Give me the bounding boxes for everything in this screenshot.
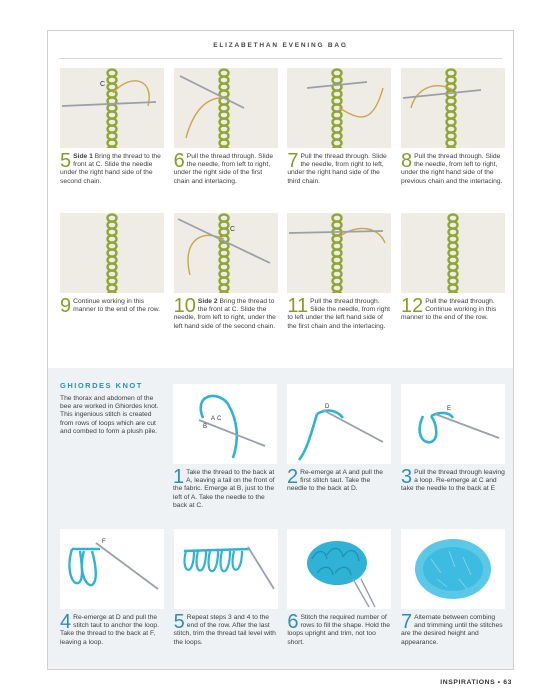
step-photo <box>287 213 391 293</box>
svg-text:C: C <box>100 81 106 88</box>
step-number: 12 <box>400 295 424 317</box>
step-caption <box>287 466 391 494</box>
step-number: 10 <box>173 295 196 317</box>
step-card <box>287 68 391 186</box>
step-number: 9 <box>60 295 72 317</box>
step-card <box>174 68 278 186</box>
chain-stitch-illustration <box>174 213 278 293</box>
step-photo <box>174 68 278 148</box>
step-card <box>60 529 164 647</box>
svg-text:C: C <box>229 226 235 233</box>
step-photo <box>60 529 164 609</box>
step-photo <box>174 529 278 609</box>
svg-text:A: A <box>211 416 216 422</box>
step-caption <box>173 150 278 186</box>
step-text: Pull the thread through. Slide the needle, from left to right, under the right side of the first chain and interlacing. <box>173 153 274 185</box>
step-text: Pull the thread through leaving a loop. Re-emerge at C and take the needle to the back at E <box>401 469 505 493</box>
step-number: 2 <box>287 466 299 488</box>
step-caption <box>60 295 164 317</box>
step-photo <box>401 213 505 293</box>
step-text: Continue working in this manner to the end of the row. <box>73 298 161 314</box>
step-caption <box>173 295 278 331</box>
step-text: Alternate between combing and trimming until the stitches are the desired height and appearance. <box>400 614 503 646</box>
step-photo <box>287 529 391 609</box>
step-text: Pull the thread through. Slide the needle, from right to left, under the right hand side of the third chain. <box>287 153 387 185</box>
step-photo <box>401 529 505 609</box>
step-caption <box>287 611 391 647</box>
step-number: 7 <box>400 611 413 633</box>
step-card <box>174 529 278 647</box>
step-card <box>60 68 164 186</box>
step-number: 3 <box>401 466 413 488</box>
step-card <box>401 384 505 510</box>
step-caption <box>401 466 505 494</box>
step-card <box>287 213 391 331</box>
step-lead: Side 1 <box>73 153 93 160</box>
step-photo <box>287 384 391 464</box>
step-number: 11 <box>287 295 309 317</box>
looped-pile-illustration <box>287 529 391 609</box>
svg-text:C: C <box>217 416 222 422</box>
step-card <box>287 529 391 647</box>
step-caption <box>400 295 505 323</box>
step-text: Re-emerge at A and pull the first stitch taut. Take the needle to the back at D. <box>287 469 384 493</box>
page-header: ELIZABETHAN EVENING BAG <box>47 30 514 58</box>
step-card <box>174 213 278 331</box>
step-number: 5 <box>60 150 72 172</box>
svg-text:D: D <box>325 404 330 410</box>
svg-text:B: B <box>203 424 208 430</box>
step-card <box>401 213 505 331</box>
step-photo <box>173 384 277 464</box>
step-photo <box>60 68 164 148</box>
step-card <box>287 384 391 510</box>
chain-stitch-illustration <box>174 68 278 148</box>
chain-stitch-illustration <box>401 213 505 293</box>
chain-stitch-illustration <box>287 213 391 293</box>
step-photo <box>401 384 505 464</box>
step-card <box>60 213 164 331</box>
step-text: Pull the thread through. Continue working in this manner to the end of the row. <box>400 298 497 322</box>
step-text: Stitch the required number of rows to fill the shape. Hold the loops upright and trim, not too short. <box>287 614 391 646</box>
chain-stitch-illustration <box>287 68 391 148</box>
ghiordes-illustration <box>174 529 278 609</box>
step-caption <box>173 466 277 510</box>
step-number: 8 <box>400 150 413 172</box>
step-photo <box>401 68 505 148</box>
step-photo <box>287 68 391 148</box>
step-number: 6 <box>173 150 185 172</box>
step-caption <box>60 150 164 186</box>
svg-text:E: E <box>447 406 452 412</box>
step-caption <box>400 611 505 647</box>
step-text: Pull the thread through. Slide the needle, from right to left under the left hand side of the first chain and the interlacing. <box>287 298 391 330</box>
step-text: Pull the thread through. Slide the needle, from left to right, under the right hand side of the previous chain and the interlacing. <box>400 153 503 185</box>
step-number: 1 <box>173 466 185 488</box>
step-text: Repeat steps 3 and 4 to the end of the row. After the last stitch, trim the thread tail level with the loops. <box>173 614 276 646</box>
step-number: 6 <box>287 611 299 633</box>
chain-stitch-illustration <box>401 68 505 148</box>
step-lead: Side 2 <box>197 298 218 305</box>
chain-steps-row-2 <box>60 213 505 331</box>
step-text: Bring the thread to the front at C. Slide the needle, from left to right, under the left hand side of the second chain. <box>173 298 276 330</box>
step-caption <box>60 611 164 647</box>
step-number: 7 <box>287 150 299 172</box>
step-text: Take the thread to the back at A, leaving a tail on the front of the fabric. Emerge at B, just to the left of A. Take the needle to the back at C. <box>173 469 275 509</box>
svg-text:F: F <box>102 539 106 545</box>
step-photo <box>174 213 278 293</box>
ghiordes-illustration <box>287 384 391 464</box>
chain-stitch-illustration <box>60 68 164 148</box>
ghiordes-illustration <box>401 384 505 464</box>
step-number: 5 <box>173 611 185 633</box>
step-card <box>401 68 505 186</box>
step-card <box>401 529 505 647</box>
step-caption <box>173 611 278 647</box>
ghiordes-steps-row-2 <box>60 529 505 647</box>
ghiordes-illustration <box>173 384 277 464</box>
section-title: GHIORDES KNOT <box>60 381 143 390</box>
chain-steps-row-1 <box>60 68 505 186</box>
chain-stitch-illustration <box>60 213 164 293</box>
step-photo <box>60 213 164 293</box>
ghiordes-steps-row-1 <box>173 384 505 510</box>
step-text: Re-emerge at D and pull the stitch taut to anchor the loop. Take the thread to the back at F, leaving a loop. <box>60 614 160 646</box>
step-caption <box>400 150 505 186</box>
step-text: Bring the thread to the front at C. Slide the needle under the right hand side of the second chain. <box>60 153 161 185</box>
step-caption <box>287 150 391 186</box>
step-number: 4 <box>60 611 72 633</box>
combed-pile-illustration <box>401 529 505 609</box>
page-footer: INSPIRATIONS • 63 <box>440 679 512 686</box>
step-caption <box>287 295 391 331</box>
step-card <box>173 384 277 510</box>
ghiordes-illustration <box>60 529 164 609</box>
section-intro: The thorax and abdomen of the bee are worked in Ghiordes knot. This ingenious stitch is created from rows of loops which are cut and combed to form a plush pile. <box>60 395 159 435</box>
